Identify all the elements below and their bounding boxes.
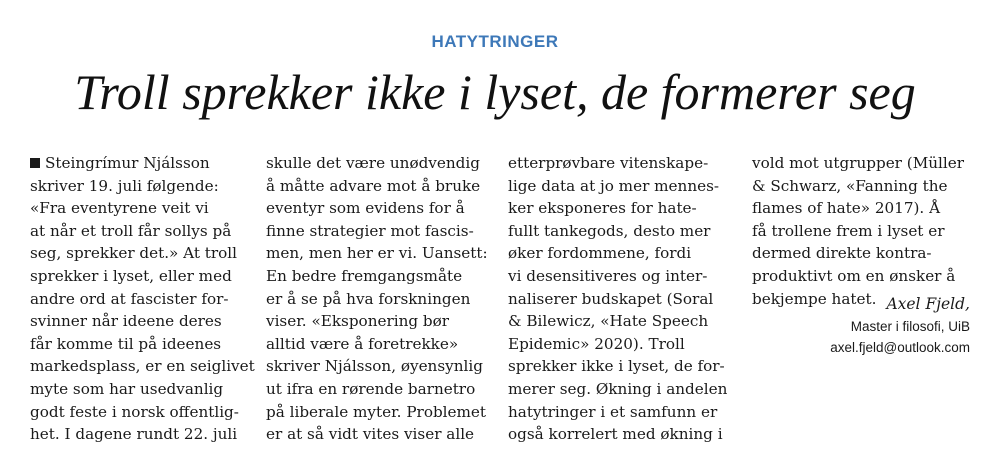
body-line [30,152,250,175]
author-name: Axel Fjeld, [886,295,970,313]
body-line: myte som har usedvanlig [30,379,224,398]
body-line: at når et troll får sollys på [30,221,232,240]
body-line: & Bilewicz, «Hate Speech [508,312,709,331]
body-line: «Fra eventyrene veit vi [30,199,209,218]
body-line: ker eksponeres for hate- [508,199,697,218]
body-line: vi desensitiveres og inter- [508,266,708,285]
body-line: dermed direkte kontra- [752,244,932,263]
author-title: Master i filosofi, UiB [850,319,970,334]
body-line: markedsplass, er en seiglivet [30,357,255,376]
body-line: etterprøvbare vitenskape- [508,154,709,172]
body-column-4 [752,152,972,310]
body-line: hatytringer i et samfunn er [508,402,718,421]
author-email: axel.fjeld@outlook.com [830,340,970,355]
body-line: het. I dagene rundt 22. juli [30,425,238,444]
body-line: skriver Njálsson, øyensynlig [266,357,483,376]
body-column-3 [508,152,730,446]
body-line: andre ord at fascister for- [30,289,229,308]
body-line: er at så vidt vites viser alle [266,425,475,444]
body-line: er å se på hva forskningen [266,289,471,308]
author-signature [752,292,970,358]
body-line: eventyr som evidens for å [266,199,465,218]
section-label: HATYTRINGER [431,32,559,51]
body-line-text: Steingrímur Njálsson [45,154,210,172]
body-line: få trollene frem i lyset er [752,221,945,240]
body-line: skriver 19. juli følgende: [30,176,219,195]
body-line: også korrelert med økning i [508,425,723,444]
body-line: & Schwarz, «Fanning the [752,176,948,195]
headline: Troll sprekker ikke i lyset, de formerer seg [74,64,916,120]
body-line: svinner når ideene deres [30,312,222,331]
body-line: bekjempe hatet. [752,289,877,308]
body-line: skulle det være unødvendig [266,154,480,172]
body-line: alltid være å foretrekke» [266,334,459,353]
bullet-square-icon [30,158,40,168]
body-line: flames of hate» 2017). Å [752,199,941,218]
body-line: merer seg. Økning i andelen [508,379,728,398]
body-line: men, men her er vi. Uansett: [266,244,488,263]
body-line: sprekker i lyset, eller med [30,266,232,285]
body-line: sprekker ikke i lyset, de for- [508,357,725,376]
body-line: ut ifra en rørende barnetro [266,379,476,398]
body-line: lige data at jo mer mennes- [508,176,720,195]
body-line: finne strategier mot fascis- [266,221,474,240]
body-line: godt feste i norsk offentlig- [30,402,239,421]
body-line: vold mot utgrupper (Müller [752,154,964,172]
body-line: å måtte advare mot å bruke [266,176,481,195]
body-line: naliserer budskapet (Soral [508,289,714,308]
body-line: Epidemic» 2020). Troll [508,334,685,353]
body-column-2 [266,152,491,446]
body-line: øker fordommene, fordi [508,244,692,263]
body-line: viser. «Eksponering bør [266,312,450,331]
body-line: får komme til på ideenes [30,334,222,353]
body-line: En bedre fremgangsmåte [266,266,463,285]
body-line: på liberale myter. Problemet [266,402,487,421]
body-line: seg, sprekker det.» At troll [30,244,238,263]
body-column-1 [30,152,255,446]
body-line: fullt tankegods, desto mer [508,221,711,240]
body-line: produktivt om en ønsker å [752,266,956,285]
